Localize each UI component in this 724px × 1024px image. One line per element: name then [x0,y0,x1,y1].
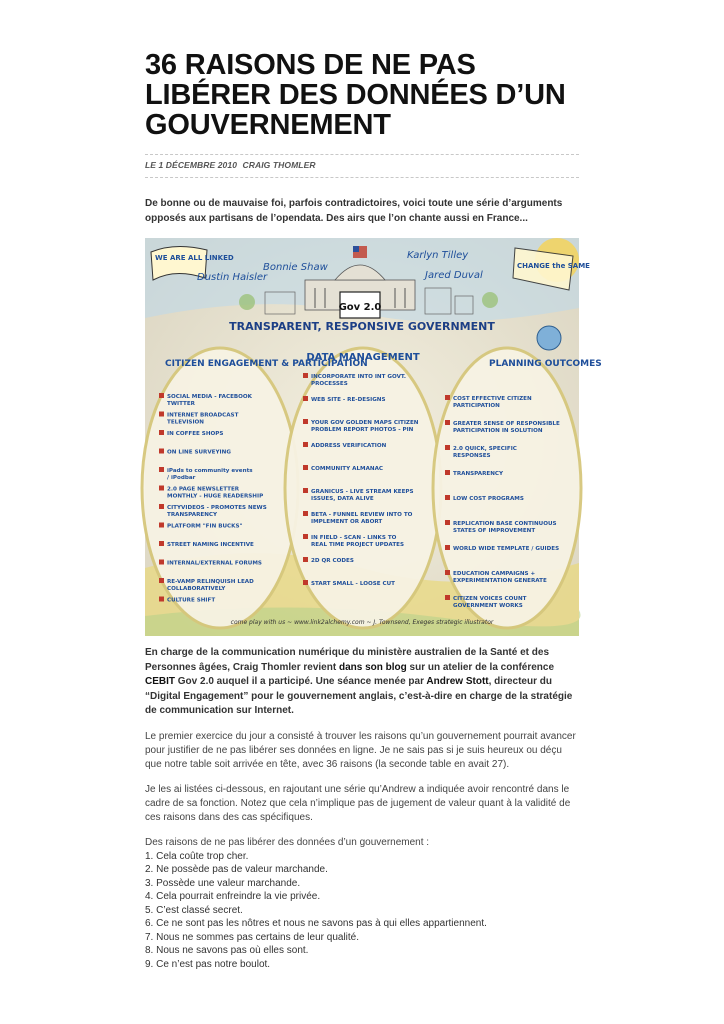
article-paragraph-1: Le premier exercice du jour a consisté à trouver les raisons qu’un gouvernement pourrait avancer pour justifier de ne pas libérer ses données en ligne. Je ne sais pas si je suis heureux ou déçu que notre table soit arrivée en tête, avec 36 raisons (la seconde table en avait 27). [145,730,576,770]
board-bullet-icon [159,430,164,435]
lead-part-7: , directeur du “Digital Engagement” pour le gouvernement anglais, c’est-à-dire en charge de la stratégie de communication sur Internet. [145,676,573,716]
list-item: 1. Cela coûte trop cher. [145,850,249,862]
board-bullet-icon [445,495,450,500]
board-bullet-icon [445,570,450,575]
board-item-text: ADDRESS VERIFICATION [311,443,387,449]
board-item-text: GRANICUS - LIVE STREAM KEEPS [311,489,414,495]
board-bullet-icon [445,395,450,400]
svg-text:Gov 2.0: Gov 2.0 [338,302,382,313]
board-item-text: BETA - FUNNEL REVIEW INTO TO [311,512,413,518]
board-item-text: TWITTER [167,401,195,407]
board-bullet-icon [303,488,308,493]
lead-part-3: sur un atelier de la conférence [406,661,555,673]
board-bullet-icon [303,557,308,562]
board-item-text: GOVERNMENT WORKS [453,603,523,609]
board-item-text: IMPLEMENT OR ABORT [311,519,383,525]
board-item-text: STATES OF IMPROVEMENT [453,528,536,534]
board-item-text: TRANSPARENCY [167,512,218,518]
board-item-text: CULTURE SHIFT [167,597,216,604]
list-item: 6. Ce ne sont pas les nôtres et nous ne savons pas à qui elles appartiennent. [145,918,487,929]
board-bullet-icon [303,580,308,585]
list-item: 3. Possède une valeur marchande. [145,877,301,889]
board-item-text: / iPodbar [167,475,196,481]
board-bullet-icon [159,504,164,509]
board-bullet-icon [303,465,308,470]
article [145,49,602,971]
list-item: 9. Ce n’est pas notre boulot. [145,958,271,970]
board-bullet-icon [159,523,164,528]
article-meta [145,155,579,177]
board-item-text: TELEVISION [167,419,204,426]
column-planning-title: PLANNING OUTCOMES [489,359,602,369]
board-bullet-icon [303,442,308,447]
board-bullet-icon [445,545,450,550]
board-bullet-icon [303,419,308,424]
lead-link-blog[interactable]: dans son blog [338,661,407,673]
board-bullet-icon [445,470,450,475]
divider-bottom [145,177,579,178]
board-bullet-icon [303,534,308,539]
lead-link-cebit[interactable]: CEBIT [145,676,175,687]
presenter-name-1: Dustin Haisler [197,272,268,283]
board-subtitle: TRANSPARENT, RESPONSIVE GOVERNMENT [229,320,495,333]
board-item-text: TRANSPARENCY [453,471,504,477]
board-bullet-icon [445,520,450,525]
presenter-name-4: Jared Duval [425,270,483,281]
board-item-text: PROCESSES [311,381,348,387]
board-item-text: 2D QR CODES [311,558,354,564]
board-bullet-icon [159,597,164,602]
board-bullet-icon [159,578,164,583]
board-item-text: MONTHLY - HUGE READERSHIP [167,493,264,500]
board-bullet-icon [159,560,164,565]
board-bullet-icon [445,420,450,425]
board-item-text: INTERNAL/EXTERNAL FORUMS [167,560,262,567]
board-item-text: PARTICIPATION IN SOLUTION [453,428,543,434]
board-item-text: PROBLEM REPORT PHOTOS - PIN [311,427,414,433]
article-author[interactable]: CRAIG THOMLER [242,160,316,170]
column-planning-bubble [433,348,581,628]
article-date: LE 1 DÉCEMBRE 2010 [145,160,238,170]
board-footer: come play with us ~ www.link2alchemy.com ~ J. Townsend, Exeges strategic illustrator [230,619,494,626]
board-item-text: COST EFFECTIVE CITIZEN [453,396,532,402]
article-paragraph-2: Je les ai listées ci-dessous, en rajoutant une série qu’Andrew a indiquée avoir rencontré dans le cadre de sa fonction. Notez que cela n’implique pas de jugement de valeur quant à la validité de ces raisons dans des cas spécifiques. [145,783,571,823]
board-item-text: START SMALL - LOOSE CUT [311,581,395,587]
list-item: 8. Nous ne savons pas où elles sont. [145,945,309,956]
graphic-recording-image[interactable] [145,238,602,636]
board-item-text: 2.0 QUICK, SPECIFIC [453,446,517,452]
board-item-text: EXPERIMENTATION GENERATE [453,578,547,584]
board-bullet-icon [159,412,164,417]
board-item-text: RESPONSES [453,453,491,459]
board-bullet-icon [159,449,164,454]
article-title: 36 RAISONS DE NE PAS LIBÉRER DES DONNÉES D’UN GOUVERNEMENT [145,49,566,141]
board-bullet-icon [159,541,164,546]
board-item-text: REAL TIME PROJECT UPDATES [311,542,404,548]
board-item-text: COLLABORATIVELY [167,586,226,592]
globe-icon [537,326,561,350]
board-item-text: GREATER SENSE OF RESPONSIBLE [453,421,560,427]
board-item-text: REPLICATION BASE CONTINUOUS [453,521,557,527]
lead-part-1: En charge de la communication numérique du ministère australien de la Santé et des Personnes âgées, Craig Thomler revient [145,647,549,673]
board-bullet-icon [159,486,164,491]
board-item-text: YOUR GOV GOLDEN MAPS CITIZEN [311,420,419,426]
board-item-text: RE-VAMP RELINQUISH LEAD [167,579,254,585]
board-item-text: PLATFORM "FIN BUCKS" [167,523,243,530]
column-citizen-title: CITIZEN ENGAGEMENT & PARTICIPATION [165,359,368,369]
lead-part-5: Gov 2.0 auquel il a participé. Une séance menée par [175,676,427,687]
board-item-text: IN COFFEE SHOPS [167,431,224,437]
board-bullet-icon [159,467,164,472]
board-item-text: STREET NAMING INCENTIVE [167,542,254,548]
svg-text:CHANGE the SAME: CHANGE the SAME [517,262,590,270]
board-item-text: SOCIAL MEDIA - FACEBOOK [167,394,253,400]
board-item-text: PARTICIPATION [453,403,500,409]
board-item-text: IN FIELD - SCAN - LINKS TO [311,535,397,541]
presenter-name-2: Bonnie Shaw [263,262,328,273]
board-item-text: COMMUNITY ALMANAC [311,466,384,472]
reasons-list-intro: Des raisons de ne pas libérer des données d’un gouvernement : [145,836,430,848]
board-item-text: ON LINE SURVEYING [167,449,231,456]
board-item-text: INTERNET BROADCAST [167,412,239,419]
lead-link-andrew-stott[interactable]: Andrew Stott [426,676,489,687]
board-item-text: 2.0 PAGE NEWSLETTER [167,486,240,493]
list-item: 4. Cela pourrait enfreindre la vie privée. [145,891,321,902]
board-bullet-icon [303,511,308,516]
column-data-title: DATA MANAGEMENT [306,352,420,363]
board-item-text: WORLD WIDE TEMPLATE / GUIDES [453,546,560,552]
board-item-text: WEB SITE - RE-DESIGNS [311,397,386,403]
board-item-text: ISSUES, DATA ALIVE [311,496,374,502]
board-bullet-icon [445,445,450,450]
board-bullet-icon [303,396,308,401]
list-item: 5. C’est classé secret. [145,904,243,916]
list-item: 2. Ne possède pas de valeur marchande. [145,864,328,875]
board-bullet-icon [159,393,164,398]
board-item-text: CITYVIDEOS - PROMOTES NEWS [167,505,267,511]
board-item-text: INCORPORATE INTO INT GOVT. [311,374,406,380]
svg-text:WE ARE ALL LINKED: WE ARE ALL LINKED [155,254,234,262]
article-lead [145,646,579,719]
board-item-text: EDUCATION CAMPAIGNS + [453,571,536,577]
board-item-text: CITIZEN VOICES COUNT [453,596,527,602]
board-bullet-icon [445,595,450,600]
list-item: 7. Nous ne sommes pas certains de leur qualité. [145,931,359,943]
gov-2-0-sign [339,292,382,318]
presenter-name-3: Karlyn Tilley [407,250,469,261]
board-bullet-icon [303,373,308,378]
board-item-text: iPads to community events [167,468,253,474]
reasons-list [145,850,579,972]
board-item-text: LOW COST PROGRAMS [453,496,524,502]
article-intro: De bonne ou de mauvaise foi, parfois contradictoires, voici toute une série d’arguments opposés aux partisans de l’opendata. Des airs que l’on chante aussi en France... [145,198,563,224]
